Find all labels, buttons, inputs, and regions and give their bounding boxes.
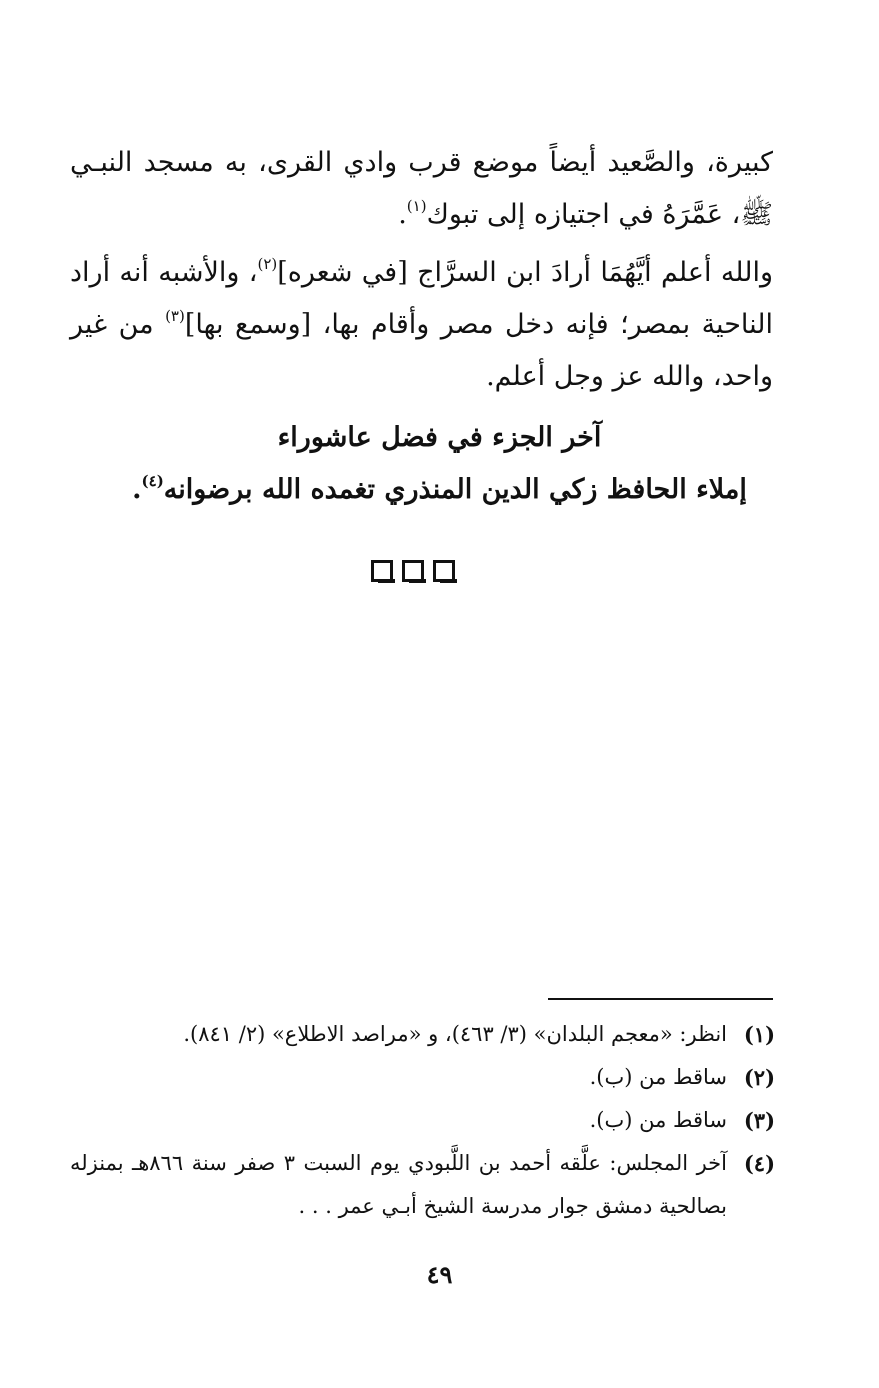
paragraph-1-end: . xyxy=(398,199,407,230)
footnote-divider xyxy=(548,998,773,1000)
footnote-number: (١) xyxy=(743,1022,775,1047)
footnote-number: (٢) xyxy=(743,1065,775,1090)
ornament-box-icon xyxy=(402,560,424,582)
footnote-item xyxy=(70,1013,775,1056)
footnote-ref-1: (١) xyxy=(406,197,427,215)
colophon-heading xyxy=(70,412,809,516)
ornament-box-icon xyxy=(371,560,393,582)
footnote-number: (٤) xyxy=(743,1151,775,1176)
page-number: ٤٩ xyxy=(426,1260,453,1289)
colophon-line-2 xyxy=(70,464,809,516)
paragraph-2-text-a: والله أعلم أيَّهُمَا أرادَ ابن السرَّاج [في شعره] xyxy=(277,257,773,288)
footnote-number: (٣) xyxy=(743,1108,775,1133)
footnote-text: آخر المجلس: علَّقه أحمد بن اللَّبودي يوم السبت ٣ صفر سنة ٨٦٦هـ بمنزله بصالحية دمشق جوار مدرسة الشيخ أبـي عمر . . . xyxy=(70,1151,727,1218)
colophon-line-2-end: . xyxy=(132,474,142,505)
footnote-ref-3: (٣) xyxy=(165,307,185,325)
main-text xyxy=(70,137,773,409)
footnote-ref-2: (٢) xyxy=(257,255,278,273)
colophon-line-1: آخر الجزء في فضل عاشوراء xyxy=(277,422,602,453)
paragraph-2-text-c: من غير واحد، والله عز وجل أعلم. xyxy=(70,309,773,392)
paragraph-1 xyxy=(70,137,773,241)
paragraph-2-text-b: ، والأشبه أنه أراد الناحية بمصر؛ فإنه دخل مصر وأقام بها، [وسمع بها] xyxy=(70,257,773,340)
three-box-ornament-icon xyxy=(371,560,455,582)
ornament-box-icon xyxy=(433,560,455,582)
footnote-ref-4: (٤) xyxy=(141,472,164,490)
footnote-text: ساقط من (ب). xyxy=(589,1108,727,1132)
paragraph-2 xyxy=(70,247,773,403)
colophon-line-2-text: إملاء الحافظ زكي الدين المنذري تغمده الله برضوانه xyxy=(163,474,747,505)
footnote-item xyxy=(70,1142,775,1228)
footnote-item xyxy=(70,1099,775,1142)
footnotes xyxy=(70,1013,775,1228)
paragraph-1-text: كبيرة، والصَّعيد أيضاً موضع قرب وادي القرى، به مسجد النبـي ﷺ، عَمَّرَهُ في اجتيازه إلى تبوك xyxy=(70,147,773,230)
footnote-text: ساقط من (ب). xyxy=(589,1065,727,1089)
footnote-item xyxy=(70,1056,775,1099)
footnote-text: انظر: «معجم البلدان» (٣/ ٤٦٣)، و «مراصد الاطلاع» (٢/ ٨٤١). xyxy=(183,1022,727,1046)
